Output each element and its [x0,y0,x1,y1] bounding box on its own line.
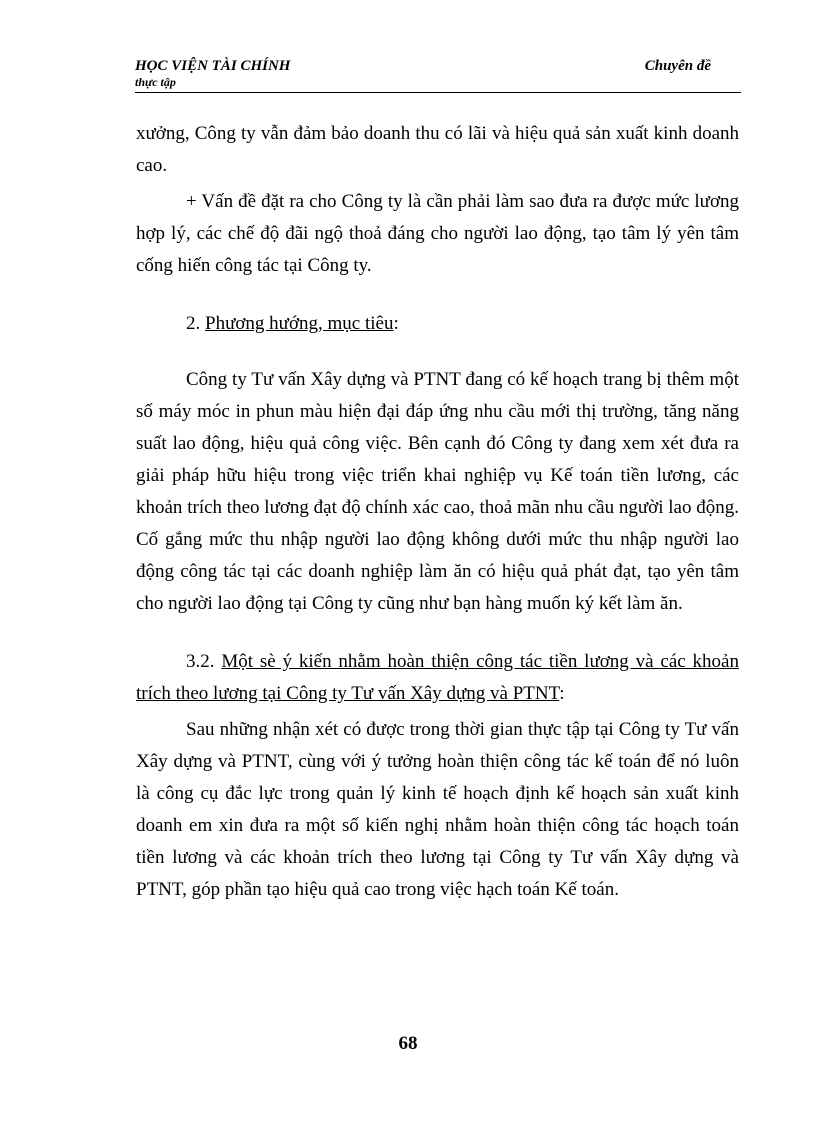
header-institution: HỌC VIỆN TÀI CHÍNH [135,58,291,74]
paragraph-issue: + Vấn đề đặt ra cho Công ty là cần phải làm sao đưa ra được mức lương hợp lý, các chế độ đãi ngộ thoả đáng cho người lao động, tạo tâm lý yên tâm cống hiến công tác tại Công ty. [136,191,739,276]
paragraph-recommendations: Sau những nhận xét có được trong thời gian thực tập tại Công ty Tư vấn Xây dựng và PTNT, cùng với ý tưởng hoàn thiện công tác kế toán để nó luôn là công cụ đắc lực trong quản lý kinh tế hoạch định kế hoạch sản xuất kinh doanh em xin đưa ra một số kiến nghị nhằm hoàn thiện công tác hoạch toán tiền lương và các khoản trích theo lương tại Công ty Tư vấn Xây dựng và PTNT, góp phần tạo hiệu quả cao trong việc hạch toán Kế toán. [136,719,739,900]
header-doc-type: Chuyên đề [644,58,711,74]
header-subtitle: thực tập [135,75,176,89]
page-body [136,118,739,906]
section-heading-3-2-number: 3.2. [186,651,222,672]
page-number: 68 [398,1033,418,1054]
section-heading-2-colon: : [393,313,399,334]
section-heading-2-text: Phương hướng, mục tiêu [205,313,394,334]
section-heading-2 [136,308,739,340]
section-heading-3-2-colon: : [559,683,565,704]
header-institution-block [135,58,290,89]
section-heading-3-2-text: Một sè ý kiến nhằm hoàn thiện công tác tiền lương và các khoản trích theo lương tại Công ty Tư vấn Xây dựng và PTNT [136,651,739,704]
paragraph-continuation: xưởng, Công ty vẫn đảm bảo doanh thu có lãi và hiệu quả sản xuất kinh doanh cao. [136,123,739,176]
paragraph-direction: Công ty Tư vấn Xây dựng và PTNT đang có kế hoạch trang bị thêm một số máy móc in phun màu hiện đại đáp ứng nhu cầu mới thị trường, tăng năng suất lao động, hiệu quả công việc. Bên cạnh đó Công ty đang xem xét đưa ra giải pháp hữu hiệu trong việc triển khai nghiệp vụ Kế toán tiền lương, các khoản trích theo lương đạt độ chính xác cao, thoả mãn nhu cầu người lao động. Cố gắng mức thu nhập người lao động không dưới mức thu nhập người lao động công tác tại các doanh nghiệp làm ăn có hiệu quả phát đạt, tạo yên tâm cho người lao động tại Công ty cũng như bạn hàng muốn ký kết làm ăn. [136,369,739,614]
page-header [135,56,741,93]
section-heading-2-number: 2. [186,313,205,334]
section-heading-3-2 [136,646,739,710]
